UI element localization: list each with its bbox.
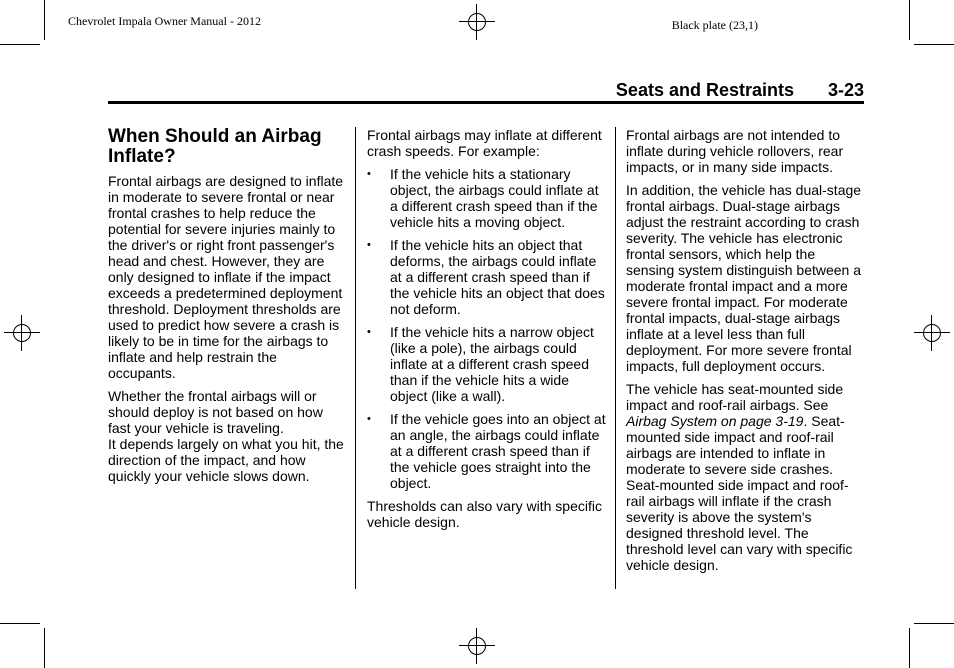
crop-mark — [914, 623, 954, 624]
bullet-icon: • — [367, 168, 371, 180]
paragraph: Whether the frontal airbags will or should deploy is not based on how fast your vehicle is traveling. — [108, 388, 323, 436]
list-item: • If the vehicle goes into an object at an angle, the airbags could inflate at a different crash speed than if the vehicle goes straight into the object. — [367, 411, 606, 491]
paragraph: Frontal airbags may inflate at different crash speeds. For example: — [367, 127, 602, 159]
crop-mark — [914, 44, 954, 45]
column-1 — [108, 127, 346, 491]
bullet-icon: • — [367, 326, 371, 338]
paragraph: Thresholds can also vary with specific vehicle design. — [367, 498, 602, 530]
plate-number: Black plate (23,1) — [671, 18, 758, 32]
column-3 — [626, 127, 866, 580]
paragraph: The vehicle has seat-mounted side impact and roof-rail airbags. See Airbag System on page 3-19. Seat-mounted side impact and roof-rail airbags are intended to inflate in moderate to severe side crashes. Seat-mounted side impact and roof-rail airbags will inflate if the crash severity is above the system's designed threshold level. The threshold level can vary with specific vehicle design. — [626, 381, 853, 573]
list-item: • If the vehicle hits an object that deforms, the airbags could inflate at a different crash speed than if the vehicle hits an object that does not deform. — [367, 237, 605, 317]
section-title: Seats and Restraints — [615, 80, 794, 100]
column-2 — [367, 127, 607, 537]
registration-mark-icon — [459, 628, 495, 664]
page-header — [108, 80, 864, 100]
bullet-list — [367, 166, 607, 491]
plate-manual-title: Chevrolet Impala Owner Manual - 2012 — [68, 14, 261, 28]
crop-mark — [0, 623, 40, 624]
crop-mark — [44, 0, 45, 40]
crop-mark — [909, 0, 910, 40]
column-divider — [615, 127, 616, 589]
registration-mark-icon — [4, 315, 40, 351]
crop-mark — [44, 628, 45, 668]
bullet-icon: • — [367, 239, 371, 251]
crop-mark — [0, 44, 40, 45]
list-item: • If the vehicle hits a narrow object (like a pole), the airbags could inflate at a different crash speed than if the vehicle hits a wide object (like a wall). — [367, 324, 594, 404]
column-divider — [355, 127, 356, 589]
section-heading: When Should an Airbag Inflate? — [108, 126, 322, 167]
crop-mark — [909, 628, 910, 668]
paragraph: It depends largely on what you hit, the direction of the impact, and how quickly your vehicle slows down. — [108, 436, 344, 484]
paragraph: Frontal airbags are designed to inflate in moderate to severe frontal or near frontal crashes to help reduce the potential for severe injuries mainly to the driver's or right front passenger's head and chest. However, they are only designed to inflate if the impact exceeds a predetermined deployment threshold. Deployment thresholds are used to predict how severe a crash is likely to be in time for the airbags to inflate and help restrain the occupants. — [108, 173, 344, 381]
bullet-icon: • — [367, 413, 371, 425]
header-rule — [108, 101, 864, 104]
paragraph: Frontal airbags are not intended to inflate during vehicle rollovers, rear impacts, or in many side impacts. — [626, 127, 844, 175]
paragraph: In addition, the vehicle has dual-stage frontal airbags. Dual-stage airbags adjust the restraint according to crash severity. The vehicle has electronic frontal sensors, which help the sensing system distinguish between a moderate frontal impact and a more severe frontal impact. For moderate frontal impacts, dual-stage airbags inflate at a level less than full deployment. For more severe frontal impacts, full deployment occurs. — [626, 182, 862, 374]
cross-reference-link[interactable]: Airbag System on page 3-19 — [626, 413, 804, 429]
registration-mark-icon — [914, 315, 950, 351]
page-number: 3-23 — [827, 80, 864, 100]
list-item: • If the vehicle hits a stationary object, the airbags could inflate at a different crash speed than if the vehicle hits a moving object. — [367, 166, 599, 230]
registration-mark-icon — [459, 4, 495, 40]
